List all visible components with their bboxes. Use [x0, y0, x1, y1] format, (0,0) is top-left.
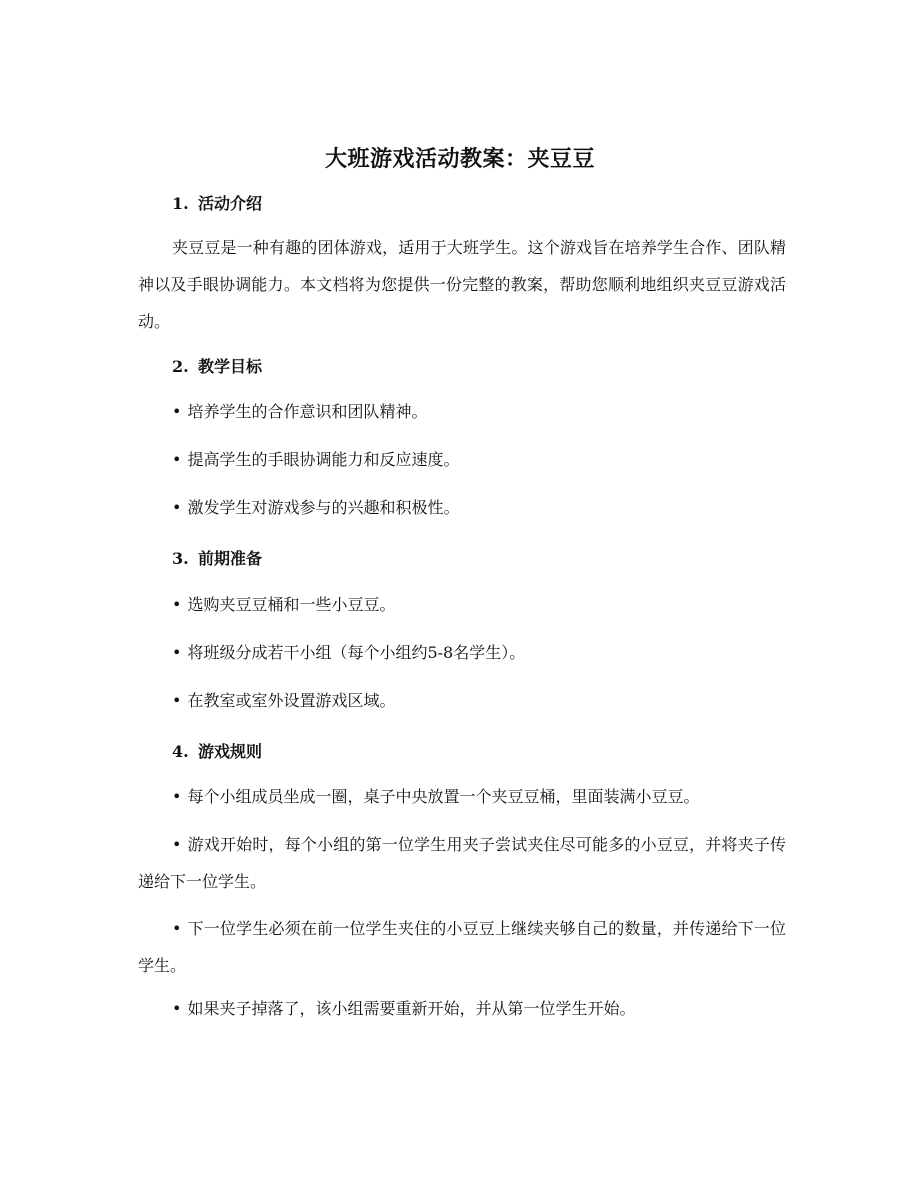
list-item	[138, 990, 786, 1027]
list-item-text: 选购夹豆豆桶和一些小豆豆。	[187, 595, 396, 614]
bullet-icon: •	[172, 999, 182, 1018]
list-item	[138, 910, 786, 984]
section-number: 3.	[172, 549, 189, 568]
list-item	[138, 441, 786, 478]
list-item-text: 在教室或室外设置游戏区域。	[187, 691, 396, 710]
bullet-icon: •	[172, 595, 182, 614]
list-item-text: 游戏开始时，每个小组的第一位学生用夹子尝试夹住尽可能多的小豆豆，并将夹子传递给下一位学生。	[138, 835, 786, 891]
document-title: 大班游戏活动教案：夹豆豆	[324, 146, 595, 172]
list-item-text: 培养学生的合作意识和团队精神。	[187, 402, 428, 421]
bullet-icon: •	[172, 691, 182, 710]
section-title: 教学目标	[198, 357, 263, 376]
list-item	[138, 489, 786, 526]
section-heading	[172, 546, 262, 569]
bullet-icon: •	[172, 498, 182, 517]
section-title: 游戏规则	[198, 742, 263, 761]
section-title: 前期准备	[198, 549, 263, 568]
section-number: 4.	[172, 742, 189, 761]
list-item-text: 提高学生的手眼协调能力和反应速度。	[187, 450, 460, 469]
section-heading	[172, 354, 262, 377]
section-number: 2.	[172, 357, 189, 376]
list-item	[138, 634, 786, 671]
list-item	[138, 586, 786, 623]
section-heading	[172, 739, 262, 762]
section-title: 活动介绍	[198, 194, 263, 213]
list-item	[138, 826, 786, 900]
section-paragraph: 夹豆豆是一种有趣的团体游戏，适用于大班学生。这个游戏旨在培养学生合作、团队精神以及手眼协调能力。本文档将为您提供一份完整的教案，帮助您顺利地组织夹豆豆游戏活动。	[138, 238, 786, 331]
bullet-icon: •	[172, 919, 182, 938]
section-heading	[172, 191, 262, 214]
bullet-icon: •	[172, 402, 182, 421]
list-item	[138, 682, 786, 719]
list-item-text: 激发学生对游戏参与的兴趣和积极性。	[187, 498, 460, 517]
list-item-text: 下一位学生必须在前一位学生夹住的小豆豆上继续夹够自己的数量，并传递给下一位学生。	[138, 919, 786, 975]
bullet-icon: •	[172, 787, 182, 806]
bullet-icon: •	[172, 643, 182, 662]
list-item-text: 每个小组成员坐成一圈，桌子中央放置一个夹豆豆桶，里面装满小豆豆。	[187, 787, 700, 806]
list-item	[138, 778, 786, 815]
bullet-icon: •	[172, 835, 182, 854]
list-item-text: 将班级分成若干小组（每个小组约5-8名学生）。	[187, 643, 526, 662]
bullet-icon: •	[172, 450, 182, 469]
list-item-text: 如果夹子掉落了，该小组需要重新开始，并从第一位学生开始。	[187, 999, 636, 1018]
list-item	[138, 393, 786, 430]
section-number: 1.	[172, 194, 189, 213]
